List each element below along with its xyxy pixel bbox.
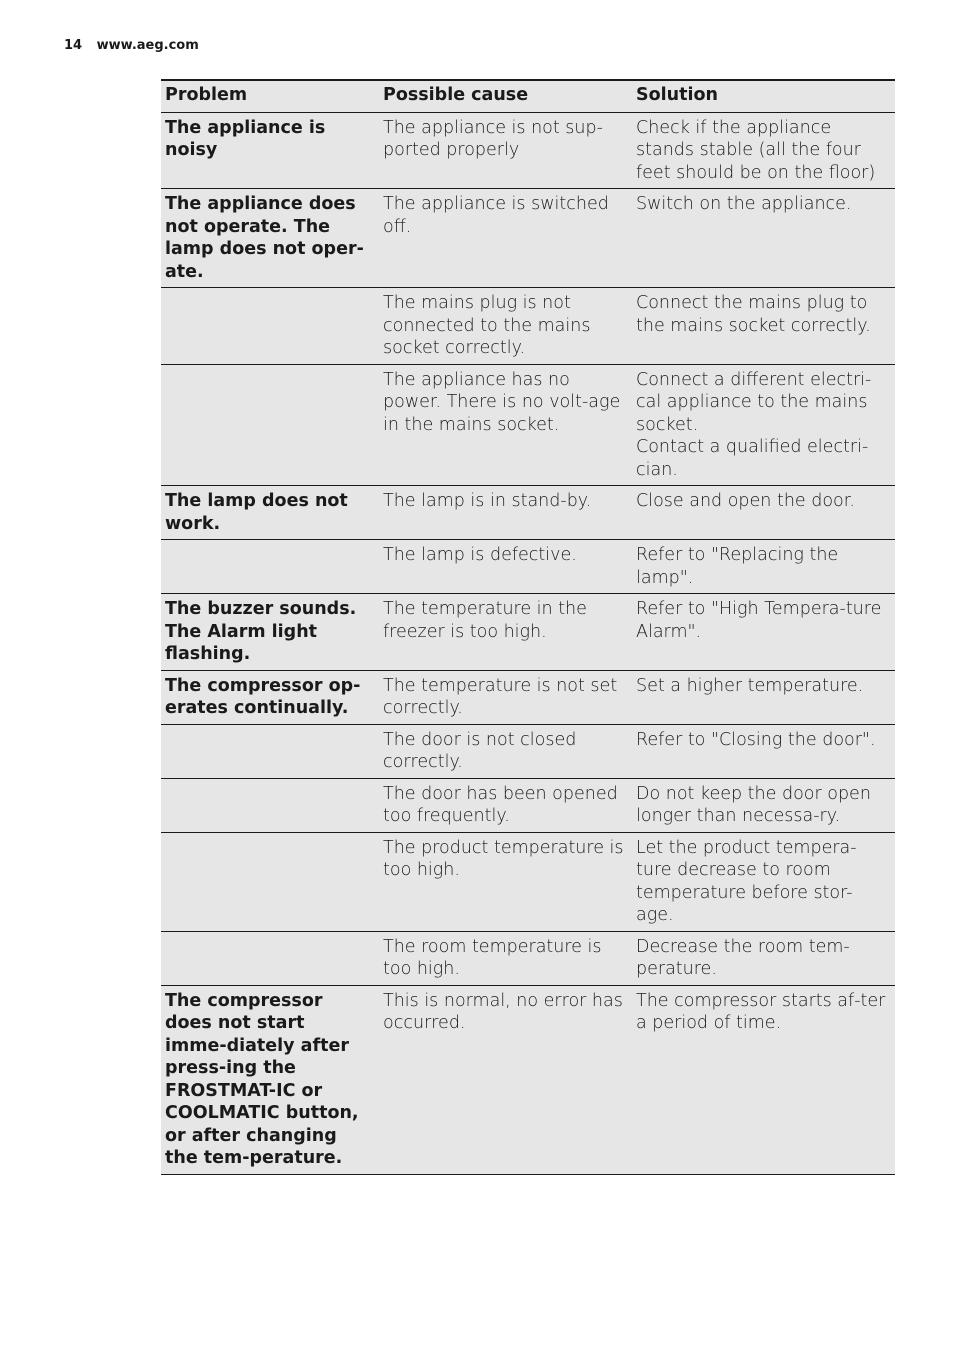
- problem-cell: The appliance is noisy: [165, 117, 326, 160]
- problem-cell: The appliance does not operate. The lamp does not oper-ate.: [165, 194, 364, 282]
- column-header-cause: Possible cause: [379, 80, 632, 112]
- solution-cell: Refer to "High Tempera-ture Alarm".: [636, 599, 882, 642]
- column-header-solution: Solution: [632, 80, 895, 112]
- cause-cell: The door has been opened too frequently.: [383, 783, 618, 826]
- problem-cell: The compressor does not start imme-diately after press-ing the FROSTMAT-IC or COOLMATIC button, or after changing the tem-perature.: [165, 990, 359, 1168]
- cause-cell: The temperature in the freezer is too high.: [383, 599, 587, 642]
- solution-cell: Set a higher temperature.: [636, 675, 864, 696]
- problem-cell: [161, 288, 379, 365]
- solution-cell: Decrease the room tem-perature.: [636, 936, 850, 979]
- cause-cell: The room temperature is too high.: [383, 936, 602, 979]
- table-row: [161, 112, 895, 189]
- problem-cell: [161, 778, 379, 832]
- cause-cell: This is normal, no error has occurred.: [383, 990, 623, 1033]
- table-row: [161, 486, 895, 540]
- problem-cell: [161, 364, 379, 486]
- solution-cell: Let the product tempera-ture decrease to room temperature before stor-age.: [636, 837, 857, 925]
- cause-cell: The temperature is not set correctly.: [383, 675, 618, 718]
- problem-cell: The buzzer sounds. The Alarm light flashing.: [165, 599, 357, 664]
- solution-cell: Check if the appliance stands stable (all the four feet should be on the floor): [636, 117, 876, 183]
- troubleshooting-table: [161, 79, 895, 1175]
- table-row: [161, 670, 895, 724]
- table-header-row: [161, 80, 895, 112]
- problem-cell: The lamp does not work.: [165, 491, 348, 534]
- table-row: [161, 364, 895, 486]
- problem-cell: [161, 540, 379, 594]
- table-row: [161, 594, 895, 671]
- page-number: 14: [64, 38, 83, 53]
- solution-cell: Connect the mains plug to the mains socket correctly.: [636, 293, 871, 336]
- table-row: [161, 778, 895, 832]
- table-row: [161, 931, 895, 985]
- problem-cell: [161, 931, 379, 985]
- problem-cell: [161, 724, 379, 778]
- table-row: [161, 985, 895, 1174]
- column-header-problem: Problem: [161, 80, 379, 112]
- solution-cell: Connect a different electri-cal appliance to the mains socket. Contact a qualified electri-cian.: [636, 369, 872, 480]
- website-url: www.aeg.com: [96, 38, 199, 53]
- page-header: [64, 38, 199, 53]
- table-row: [161, 832, 895, 931]
- table-row: [161, 189, 895, 288]
- table-row: [161, 724, 895, 778]
- cause-cell: The product temperature is too high.: [383, 837, 624, 880]
- solution-cell: Refer to "Replacing the lamp".: [636, 545, 839, 588]
- solution-cell: Close and open the door.: [636, 491, 855, 511]
- solution-cell: Switch on the appliance.: [636, 194, 852, 214]
- solution-cell: The compressor starts af-ter a period of time.: [636, 990, 886, 1033]
- cause-cell: The mains plug is not connected to the mains socket correctly.: [383, 293, 591, 358]
- cause-cell: The appliance has no power. There is no volt-age in the mains socket.: [383, 369, 621, 435]
- cause-cell: The appliance is not sup-ported properly: [383, 117, 603, 160]
- cause-cell: The lamp is defective.: [383, 545, 577, 565]
- problem-cell: The compressor op-erates continually.: [165, 675, 361, 718]
- cause-cell: The lamp is in stand-by.: [383, 491, 592, 511]
- problem-cell: [161, 832, 379, 931]
- cause-cell: The door is not closed correctly.: [383, 729, 577, 772]
- table-row: [161, 288, 895, 365]
- solution-cell: Refer to "Closing the door".: [636, 729, 876, 750]
- table-row: [161, 540, 895, 594]
- cause-cell: The appliance is switched off.: [383, 194, 609, 237]
- solution-cell: Do not keep the door open longer than necessa-ry.: [636, 783, 871, 826]
